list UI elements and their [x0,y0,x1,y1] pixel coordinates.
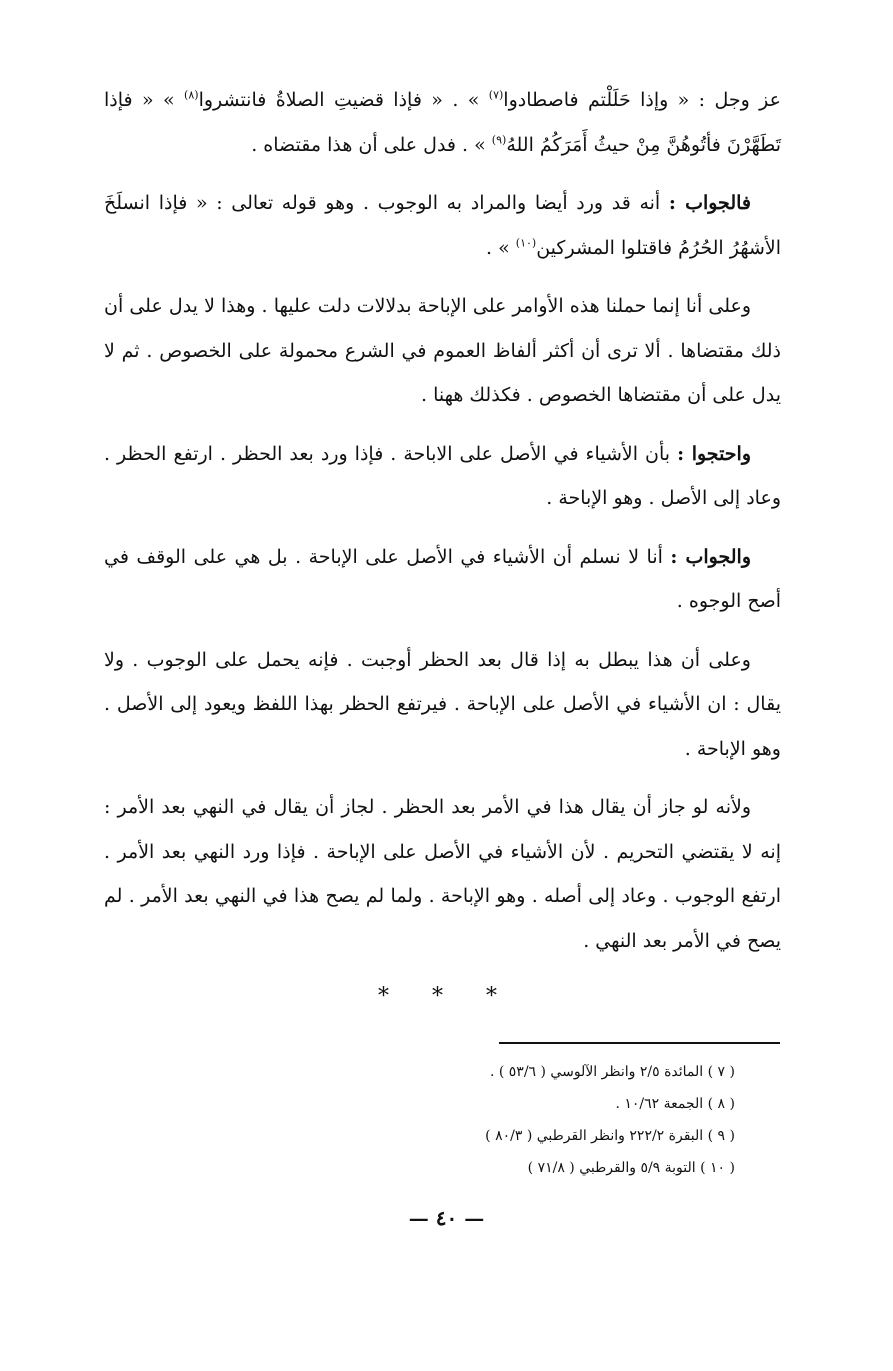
footnote-ref-9: (٩) [491,133,507,147]
footnote-ref-8: (٨) [184,88,199,102]
footnote-10: ( ١٠ ) التوبة ٥/٩ والقرطبي ( ٧١/٨ ) [527,1160,735,1176]
footnotes [315,1056,735,1184]
text-span: » « فإذا تَطَهَّرْنَ فأتُوهُنَّ مِنْ حيثُ أَمَرَكُمُ اللهُ [104,89,781,156]
page-number: — ٤٠ — [408,1206,485,1230]
paragraph-4 [104,432,781,521]
main-text [104,78,781,977]
paragraph-7: ولأنه لو جاز أن يقال هذا في الأمر بعد الحظر . لجاز أن يقال في النهي بعد الأمر : إنه لا يقتضي التحريم . لأن الأشياء في الأصل على الإباحة . فإذا ورد النهي بعد الأمر . ارتفع الوجوب . وعاد إلى أصله . وهو الإباحة . ولما لم يصح هذا في النهي بعد الأمر . لم يصح في الأمر بعد النهي . [104,796,781,952]
section-separator: * * * [378,984,515,1009]
footnote-ref-10: (١٠) [515,236,537,250]
text-span: أنه قد ورد أيضا والمراد به الوجوب . وهو قوله تعالى : « فإذا انسلَخَ الأشهُرُ الحُرُمُ فاقتلوا المشركين [104,192,781,259]
paragraph-2 [104,181,781,270]
footnote-ref-7: (٧) [488,88,504,102]
footnote-7: ( ٧ ) المائدة ٢/٥ وانظر الآلوسي ( ٥٣/٦ ) . [489,1064,735,1080]
keyword-argued: واحتجوا : [677,442,752,465]
text-span: عز وجل : « وإذا حَلَلْتم فاصطادوا [503,89,781,111]
text-span: » . فدل على أن هذا مقتضاه . [251,133,492,156]
text-span: أنا لا نسلم أن الأشياء في الأصل على الإباحة . بل هي على الوقف في أصح الوجوه . [104,545,781,612]
text-span: بأن الأشياء في الأصل على الاباحة . فإذا ورد بعد الحظر . ارتفع الحظر . وعاد إلى الأصل . وهو الإباحة . [104,442,781,509]
text-span: » . [486,236,516,259]
footnote-8: ( ٨ ) الجمعة ١٠/٦٢ . [615,1096,735,1112]
paragraph-5 [104,535,781,624]
text-span: » . « فإذا قضيتِ الصلاةُ فانتشروا [198,89,489,111]
footnote-9: ( ٩ ) البقرة ٢٢٢/٢ وانظر القرطبي ( ٨٠/٣ ) [485,1128,735,1144]
paragraph-1 [104,78,781,167]
paragraph-6: وعلى أن هذا يبطل به إذا قال بعد الحظر أوجبت . فإنه يحمل على الوجوب . ولا يقال : ان الأشياء في الأصل على الإباحة . فيرتفع الحظر بهذا اللفظ ويعود إلى الأصل . وهو الإباحة . [104,648,781,760]
keyword-answer: والجواب : [670,545,751,568]
paragraph-3: وعلى أنا إنما حملنا هذه الأوامر على الإباحة بدلالات دلت عليها . وهذا لا يدل على أن ذلك مقتضاها . ألا ترى أن أكثر ألفاظ العموم في الشرع محمولة على الخصوص . ثم لا يدل على أن مقتضاها الخصوص . فكذلك ههنا . [104,295,781,406]
footnote-rule [499,1042,780,1044]
keyword-answer: فالجواب : [668,192,751,214]
